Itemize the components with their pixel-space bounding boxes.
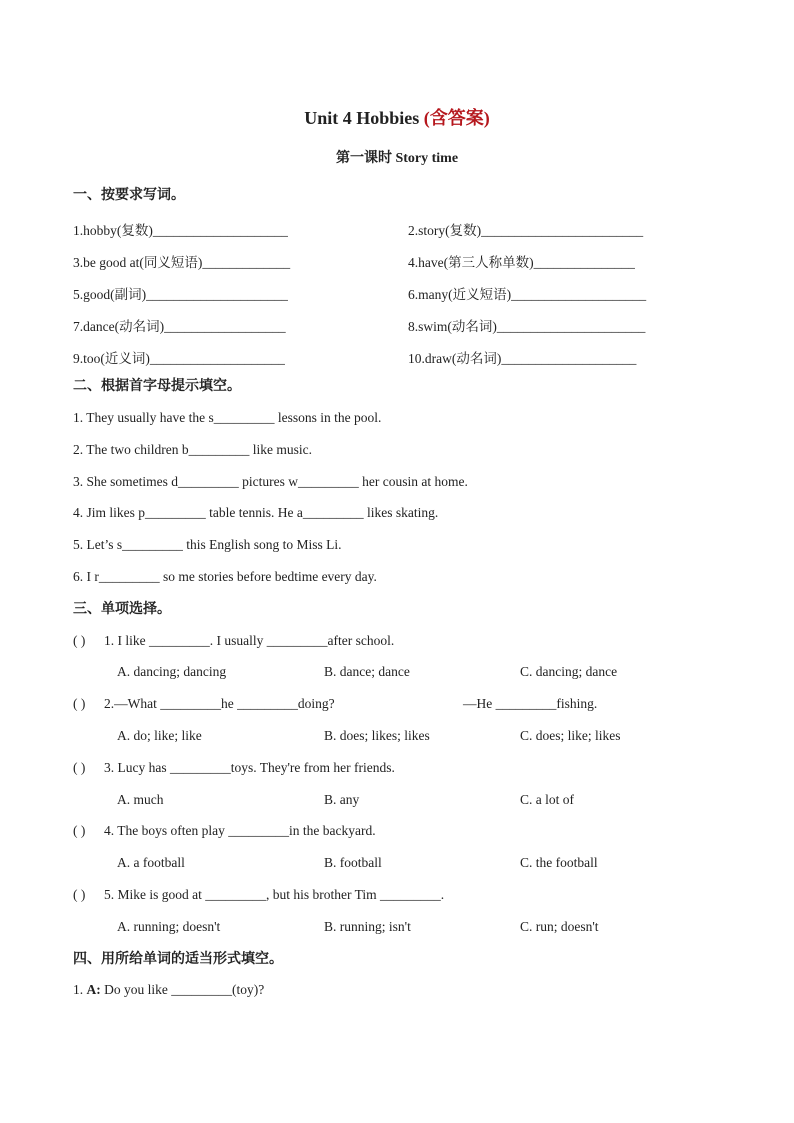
- word-item: 4.have(第三人称单数)_______________: [408, 255, 635, 270]
- answer-paren: ( ): [73, 887, 86, 902]
- mc-option: C. a lot of: [520, 792, 574, 807]
- section3-heading: 三、单项选择。: [73, 601, 171, 617]
- mc-option: C. the football: [520, 855, 598, 870]
- mc-question: 2.—What _________he _________doing?: [104, 696, 335, 711]
- mc-option: A. do; like; like: [117, 728, 202, 743]
- word-item: 6.many(近义短语)____________________: [408, 287, 647, 302]
- word-item: 9.too(近义词)____________________: [73, 351, 285, 366]
- mc-question: 3. Lucy has _________toys. They're from her friends.: [104, 760, 395, 775]
- lesson-subtitle: 第一课时 Story time: [335, 151, 459, 166]
- answer-tag: (含答案): [423, 108, 490, 128]
- mc-option: C. run; doesn't: [520, 919, 599, 934]
- answer-paren: ( ): [73, 823, 86, 838]
- word-item: 2.story(复数)________________________: [408, 223, 644, 238]
- mc-option: A. a football: [117, 855, 185, 870]
- item-text: Do you like _________(toy)?: [104, 982, 265, 997]
- page-title: [0, 104, 794, 130]
- mc-question-reply: —He _________fishing.: [463, 696, 598, 711]
- section2-heading: 二、根据首字母提示填空。: [73, 378, 241, 394]
- mc-option: A. much: [117, 792, 164, 807]
- mc-option: B. running; isn't: [324, 919, 411, 934]
- mc-option: A. dancing; dancing: [117, 664, 227, 679]
- fill-blank-item: 5. Let’s s_________ this English song to Miss Li.: [73, 537, 342, 552]
- mc-option: B. any: [324, 792, 360, 807]
- mc-option: C. dancing; dance: [520, 664, 618, 679]
- mc-question: 4. The boys often play _________in the backyard.: [104, 823, 376, 838]
- mc-question: 1. I like _________. I usually _________after school.: [104, 633, 395, 648]
- mc-question: 5. Mike is good at _________, but his brother Tim _________.: [104, 887, 445, 902]
- word-item: 10.draw(动名词)____________________: [408, 351, 637, 366]
- mc-option: B. football: [324, 855, 382, 870]
- fill-blank-item: 6. I r_________ so me stories before bedtime every day.: [73, 569, 377, 584]
- mc-option: B. does; likes; likes: [324, 728, 430, 743]
- word-item: 3.be good at(同义短语)_____________: [73, 255, 291, 270]
- answer-paren: ( ): [73, 696, 86, 711]
- word-item: 8.swim(动名词)______________________: [408, 319, 646, 334]
- title-text: Unit 4 Hobbies: [304, 108, 420, 128]
- form-fill-item: [73, 982, 264, 998]
- mc-option: A. running; doesn't: [117, 919, 221, 934]
- fill-blank-item: 3. She sometimes d_________ pictures w_________ her cousin at home.: [73, 474, 468, 489]
- speaker-label: A:: [86, 982, 101, 997]
- fill-blank-item: 4. Jim likes p_________ table tennis. He a_________ likes skating.: [73, 505, 439, 520]
- section1-heading: 一、按要求写词。: [73, 187, 185, 203]
- word-item: 1.hobby(复数)____________________: [73, 223, 288, 238]
- fill-blank-item: 2. The two children b_________ like music.: [73, 442, 312, 457]
- fill-blank-item: 1. They usually have the s_________ lessons in the pool.: [73, 410, 382, 425]
- answer-paren: ( ): [73, 760, 86, 775]
- mc-option: B. dance; dance: [324, 664, 410, 679]
- section4-heading: 四、用所给单词的适当形式填空。: [73, 951, 283, 967]
- answer-paren: ( ): [73, 633, 86, 648]
- item-number: 1.: [73, 982, 84, 997]
- word-item: 7.dance(动名词)__________________: [73, 319, 286, 334]
- mc-option: C. does; like; likes: [520, 728, 621, 743]
- word-item: 5.good(副词)_____________________: [73, 287, 288, 302]
